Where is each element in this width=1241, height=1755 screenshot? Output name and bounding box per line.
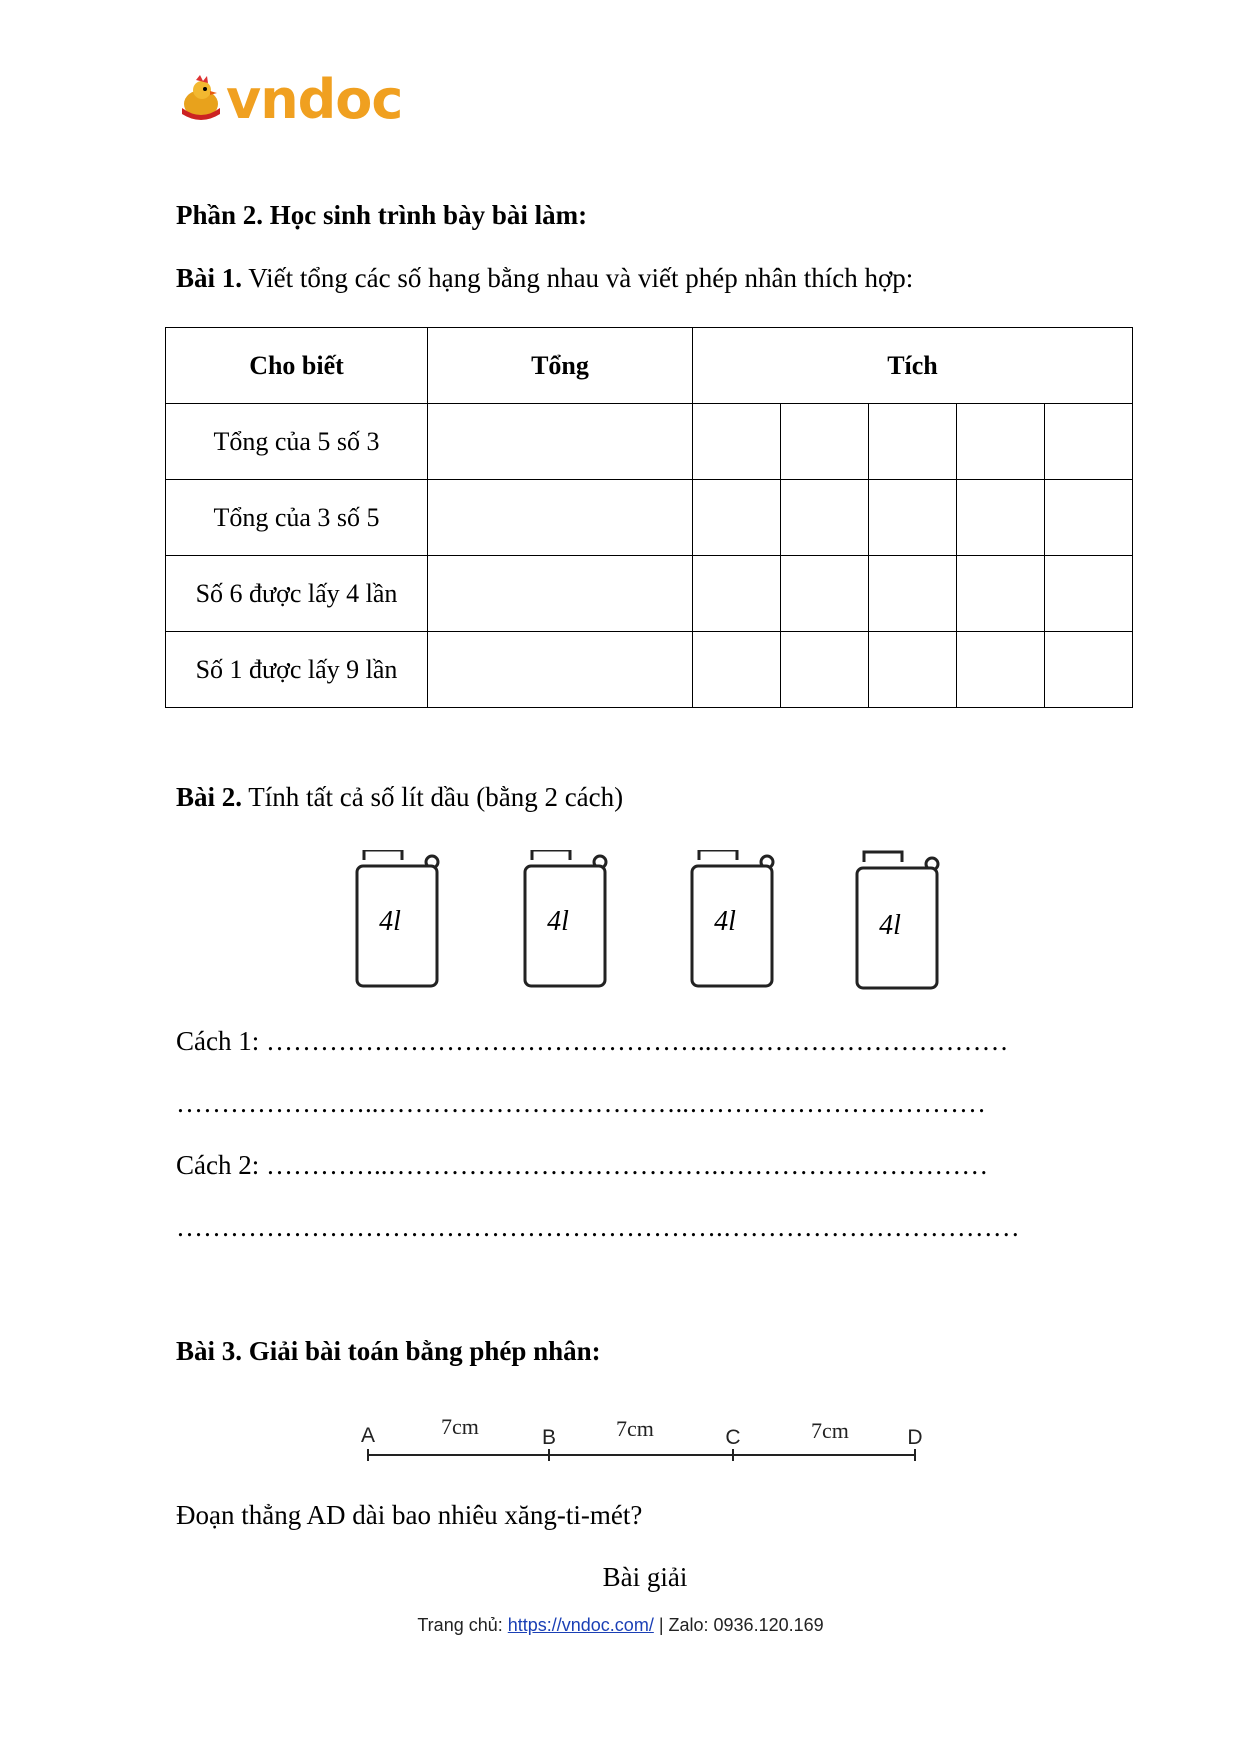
point-b-label: B (541, 1426, 557, 1449)
table-row (166, 632, 1133, 708)
ex1-label: Bài 1. (176, 263, 243, 293)
tong-cell[interactable] (428, 480, 693, 556)
solution-title: Bài giải (602, 1562, 688, 1592)
ex3-question: Đoạn thẳng AD dài bao nhiêu xăng-ti-mét? (176, 1500, 643, 1530)
tong-cell[interactable] (428, 632, 693, 708)
tich-cell[interactable] (781, 556, 869, 632)
oil-can-icon (692, 850, 773, 986)
tich-cell[interactable] (693, 556, 781, 632)
footer-zalo: | Zalo: 0936.120.169 (653, 1615, 824, 1635)
tich-cell[interactable] (957, 632, 1045, 708)
can-label: 4l (379, 906, 401, 937)
row-label: Số 6 được lấy 4 lần (166, 556, 428, 632)
can-label: 4l (714, 906, 736, 937)
tich-cell[interactable] (1045, 556, 1133, 632)
ex3-text: . Giải bài toán bằng phép nhân: (235, 1336, 601, 1366)
ex3-label: Bài 3 (176, 1336, 236, 1366)
table-header-row (166, 328, 1133, 404)
ex1-instruction (176, 263, 913, 294)
point-d-label: D (907, 1426, 923, 1449)
line-segment-diagram (360, 1410, 940, 1480)
tong-cell[interactable] (428, 556, 693, 632)
oil-can-icon (357, 850, 438, 986)
header-cho-biet: Cho biết (166, 328, 428, 404)
tich-cell[interactable] (957, 480, 1045, 556)
tich-cell[interactable] (1045, 632, 1133, 708)
tich-cell[interactable] (869, 632, 957, 708)
tich-cell[interactable] (781, 404, 869, 480)
tich-cell[interactable] (693, 404, 781, 480)
segment-bc-length: 7cm (616, 1416, 654, 1441)
point-a-label: A (360, 1424, 376, 1447)
row-label: Tổng của 5 số 3 (166, 404, 428, 480)
ex3-instruction (176, 1336, 601, 1367)
tich-cell[interactable] (781, 632, 869, 708)
segment-ab-length: 7cm (441, 1414, 479, 1439)
tich-cell[interactable] (1045, 404, 1133, 480)
tich-cell[interactable] (869, 404, 957, 480)
tich-cell[interactable] (781, 480, 869, 556)
vndoc-logo[interactable] (176, 68, 403, 131)
ex1-text: Viết tổng các số hạng bằng nhau và viết phép nhân thích hợp: (242, 263, 914, 293)
row-label: Số 1 được lấy 9 lần (166, 632, 428, 708)
oil-can-icon (525, 850, 606, 986)
page-footer (0, 1615, 1241, 1636)
can-label: 4l (547, 906, 569, 937)
ex2-label: Bài 2. (176, 782, 243, 812)
tich-cell[interactable] (1045, 480, 1133, 556)
table-row (166, 556, 1133, 632)
answer-line-cach-1[interactable]: Cách 1: …………………………………………..…………………………… (176, 1026, 1009, 1056)
ex1-table (165, 327, 1133, 708)
answer-line-cach-1-cont[interactable]: …………………..……………………………..…………………………… (176, 1088, 986, 1118)
header-tong: Tổng (428, 328, 693, 404)
footer-home-link[interactable]: https://vndoc.com/ (507, 1615, 654, 1635)
rooster-mascot-icon (176, 74, 226, 124)
logo-text: vndoc (226, 68, 403, 131)
ex2-instruction (176, 782, 623, 813)
oil-can-icon (857, 852, 938, 988)
tich-cell[interactable] (869, 480, 957, 556)
ex2-text: Tính tất cả số lít dầu (bằng 2 cách) (242, 782, 624, 812)
header-tich: Tích (693, 328, 1133, 404)
row-label: Tổng của 3 số 5 (166, 480, 428, 556)
tich-cell[interactable] (869, 556, 957, 632)
can-label: 4l (879, 910, 901, 941)
answer-line-cach-2[interactable]: Cách 2: …………..……………………………….………………………… (176, 1150, 989, 1180)
tich-cell[interactable] (693, 632, 781, 708)
tich-cell[interactable] (957, 404, 1045, 480)
tich-cell[interactable] (693, 480, 781, 556)
footer-prefix: Trang chủ: (417, 1615, 508, 1635)
table-row (166, 480, 1133, 556)
point-c-label: C (725, 1426, 741, 1449)
segment-cd-length: 7cm (811, 1418, 849, 1443)
table-row (166, 404, 1133, 480)
answer-line-cach-2-cont[interactable]: …………………………………………………….…………………………… (176, 1212, 1020, 1242)
tong-cell[interactable] (428, 404, 693, 480)
section-title: Phần 2. Học sinh trình bày bài làm: (176, 200, 588, 230)
oil-cans-illustration (352, 850, 952, 1000)
tich-cell[interactable] (957, 556, 1045, 632)
